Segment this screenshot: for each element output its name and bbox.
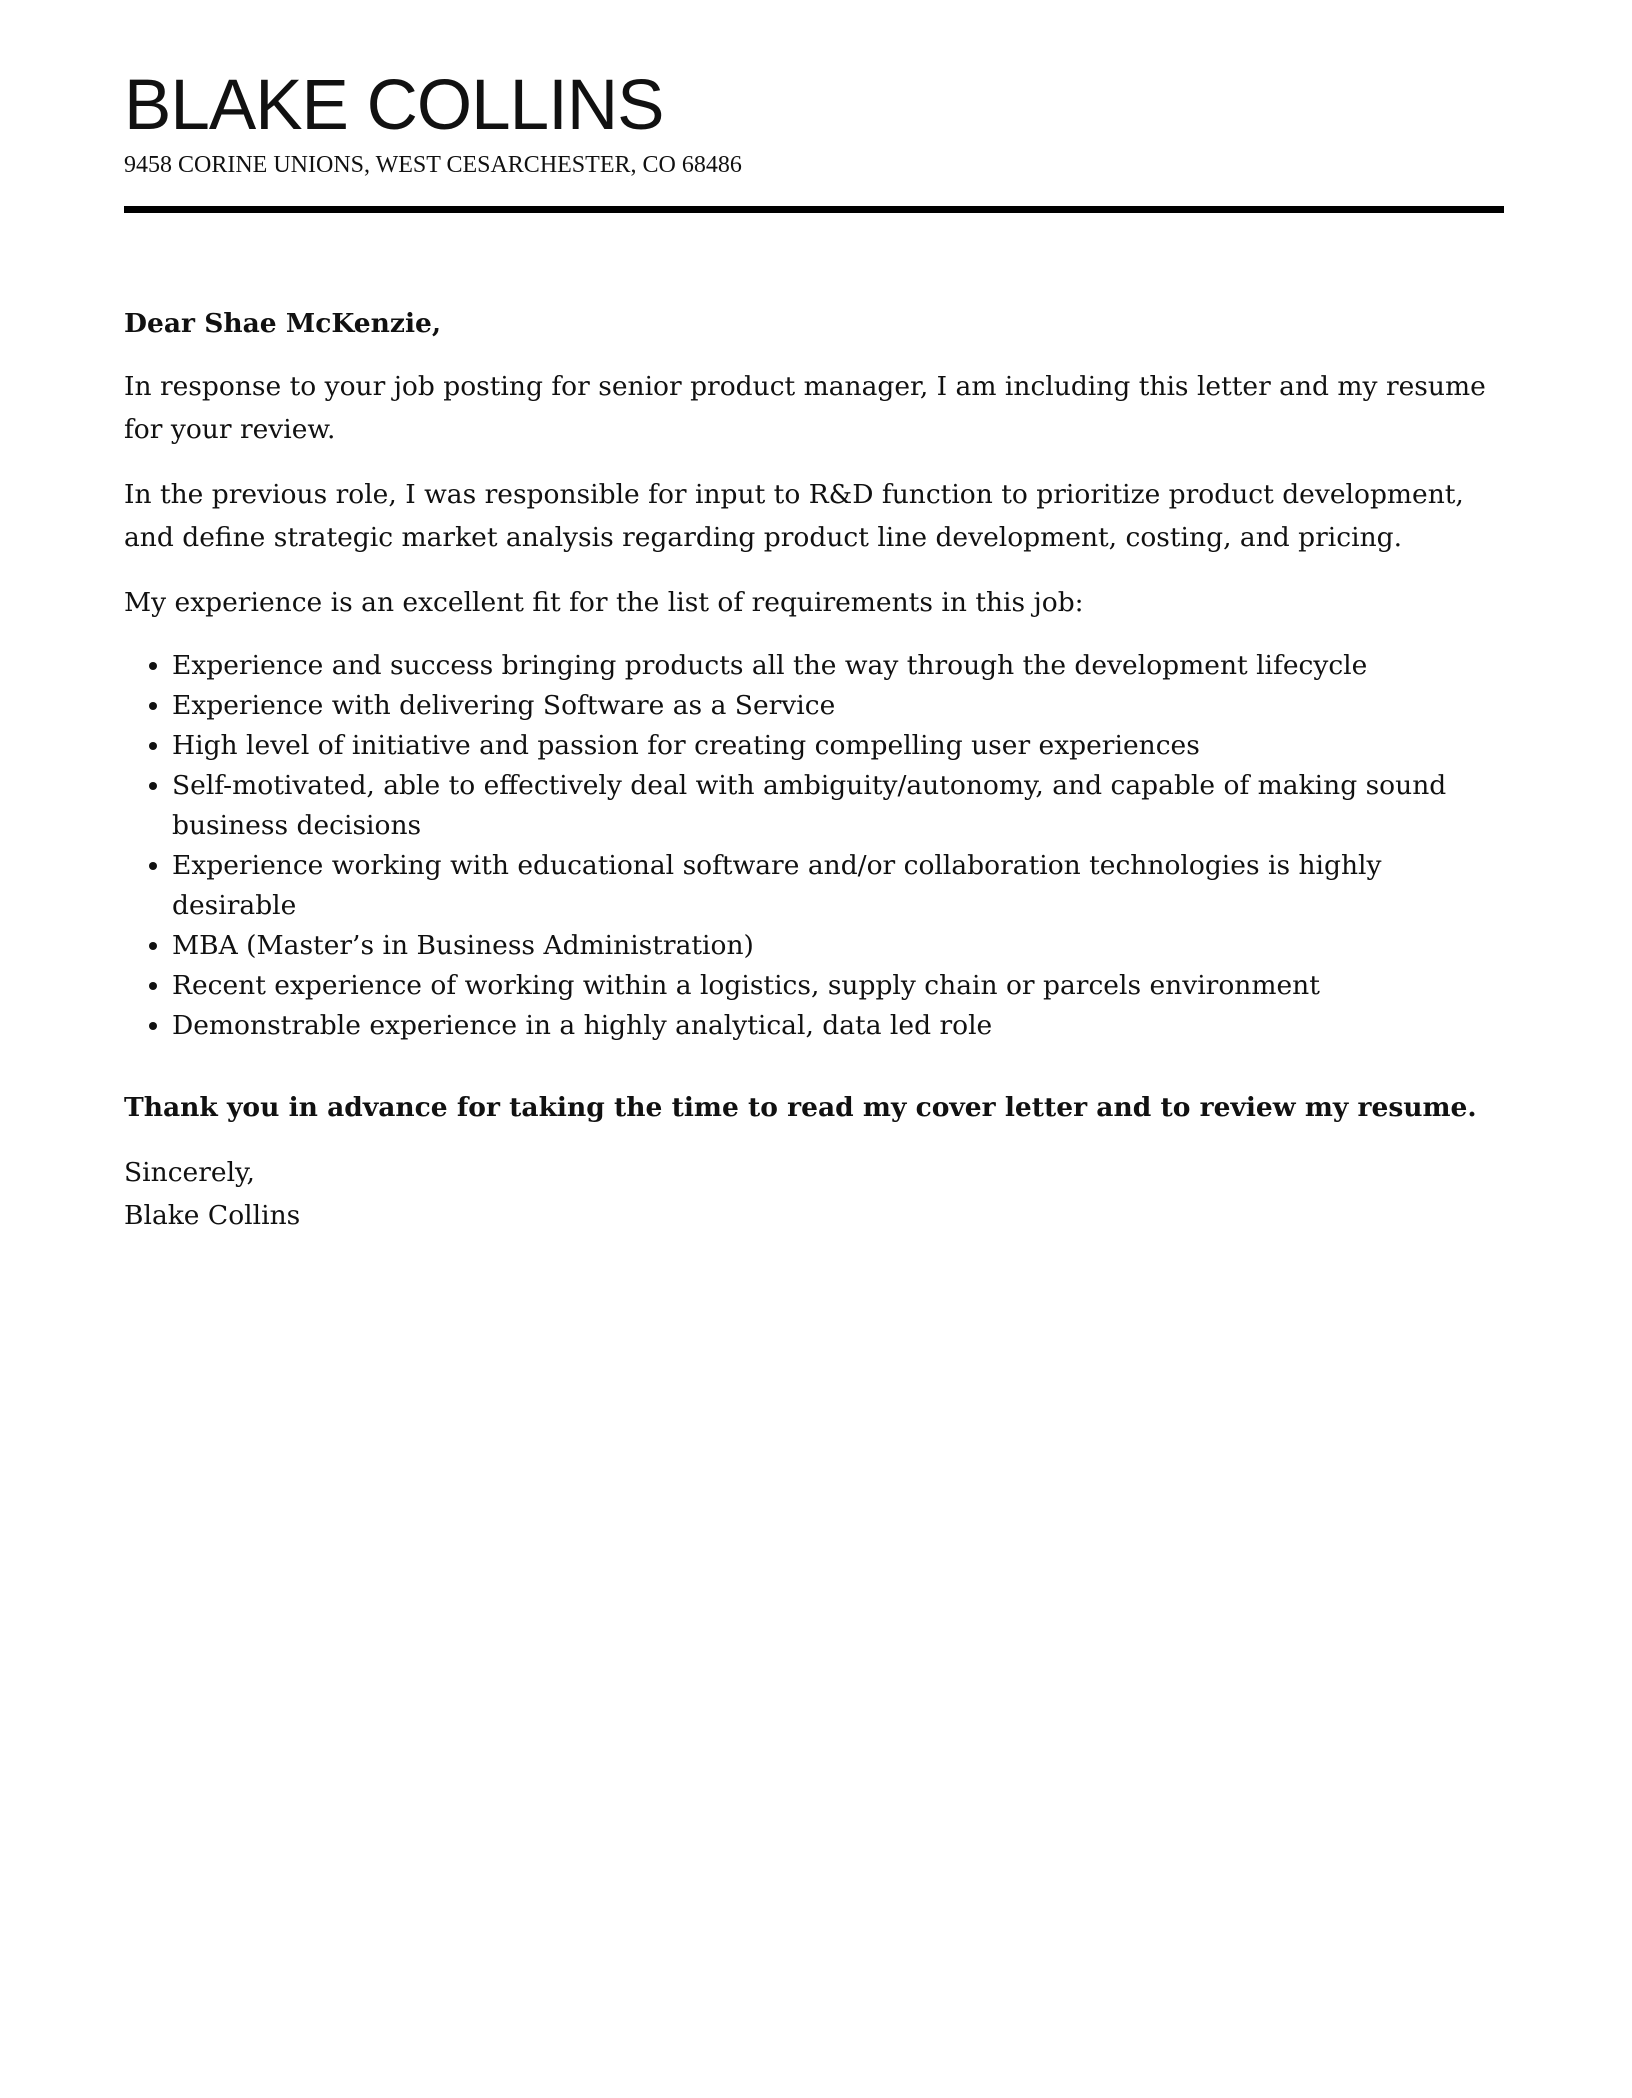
- list-item: • Experience and success bringing products all the way through the development lifecycle: [172, 646, 1504, 686]
- list-item: • Recent experience of working within a logistics, supply chain or parcels environment: [172, 966, 1504, 1006]
- header-divider: [124, 206, 1504, 213]
- list-item: • Demonstrable experience in a highly analytical, data led role: [172, 1006, 1504, 1046]
- signoff: Sincerely,: [124, 1157, 255, 1188]
- greeting: Dear Shae McKenzie,: [124, 308, 442, 339]
- applicant-name: BLAKE COLLINS: [124, 66, 664, 145]
- paragraph-previous-role: In the previous role, I was responsible for input to R&D function to prioritize product development, and define strategic market analysis regarding product line development, costing, and pricing.: [124, 479, 1464, 553]
- paragraph-fit: My experience is an excellent fit for the list of requirements in this job:: [124, 587, 1084, 618]
- list-item: • Experience with delivering Software as a Service: [172, 686, 1504, 726]
- applicant-address: 9458 CORINE UNIONS, WEST CESARCHESTER, CO 68486: [124, 152, 742, 178]
- signature: Blake Collins: [124, 1200, 301, 1231]
- requirements-list: [124, 646, 1504, 1046]
- list-item: • High level of initiative and passion for creating compelling user experiences: [172, 726, 1504, 766]
- letter-body: [124, 302, 1504, 1237]
- paragraph-intro: In response to your job posting for senior product manager, I am including this letter and my resume for your review.: [124, 371, 1486, 445]
- list-item: • MBA (Master’s in Business Administration): [172, 926, 1504, 966]
- list-item: • Experience working with educational software and/or collaboration technologies is highly desirable: [172, 846, 1504, 926]
- closing-statement: Thank you in advance for taking the time to read my cover letter and to review my resume.: [124, 1092, 1477, 1123]
- list-item: • Self-motivated, able to effectively deal with ambiguity/autonomy, and capable of making sound business decisions: [172, 766, 1504, 846]
